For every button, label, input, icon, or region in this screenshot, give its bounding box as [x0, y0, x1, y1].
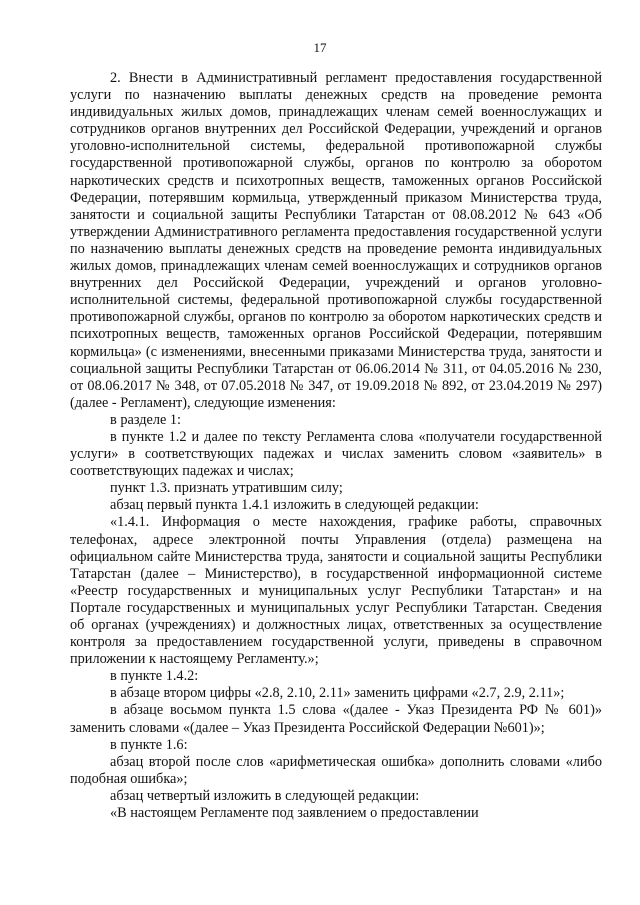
page-number: 17: [313, 40, 327, 55]
paragraph-item-1-4-1-intro: абзац первый пункта 1.4.1 изложить в следующей редакции:: [110, 497, 479, 514]
paragraph-item-1-4-2: в пункте 1.4.2:: [110, 668, 199, 685]
paragraph-item-1-6-new-text: «В настоящем Регламенте под заявлением о предоставлении: [110, 805, 479, 822]
paragraph-item-1-4-1-text: «1.4.1. Информация о месте нахождения, графике работы, справочных телефонах, адресе электронной почты Управления (отдела) размещена на официальном сайте Министерства труда, занятости и социальной защиты Республики Татарстан (далее – Министерство), в государственной информационной системе «Реестр государственных и муниципальных услуг Республики Татарстан» и на Портале государственных и муниципальных услуг Республики Татарстан. Сведения об органах (учреждениях) и должностных лицах, ответственных за осуществление контроля за предоставлением государственной услуги, приведены в справочном приложении к настоящему Регламенту.»;: [70, 514, 602, 668]
paragraph-item-1-3: пункт 1.3. признать утратившим силу;: [110, 480, 343, 497]
paragraph-item-1-4-2-change: в абзаце втором цифры «2.8, 2.10, 2.11» заменить цифрами «2.7, 2.9, 2.11»;: [110, 685, 565, 702]
paragraph-item-1-2: в пункте 1.2 и далее по тексту Регламента слова «получатели государственной услуги» в соответствующих падежах и числах заменить словом «заявитель» в соответствующих падежах и числах;: [70, 428, 602, 480]
paragraph-amendment-intro: 2. Внести в Административный регламент предоставления государственной услуги по назначению выплаты денежных средств на проведение ремонта индивидуальных жилых домов, принадлежащих членам семей военнослужащих и сотрудников органов внутренних дел Российской Федерации, учреждений и органов уголовно-исполнительной системы, федеральной противопожарной службы государственной противопожарной службы, органов по контролю за оборотом наркотических средств и психотропных веществ, таможенных органов Российской Федерации, потерявшим кормильца, утвержденный приказом Министерства труда, занятости и социальной защиты Республики Татарстан от 08.08.2012 № 643 «Об утверждении Административного регламента предоставления государственной услуги по назначению выплаты денежных средств на проведение ремонта индивидуальных жилых домов, принадлежащих членам семей военнослужащих и сотрудников органов внутренних дел Российской Федерации, учреждений и органов уголовно-исполнительной системы, федеральной противопожарной службы государственной противопожарной службы, органов по контролю за оборотом наркотических средств и психотропных веществ, таможенных органов Российской Федерации, потерявшим кормильца» (с изменениями, внесенными приказами Министерства труда, занятости и социальной защиты Республики Татарстан от 06.06.2014 № 311, от 04.05.2016 № 230, от 08.06.2017 № 348, от 07.05.2018 № 347, от 19.09.2018 № 892, от 23.04.2019 № 297) (далее - Регламент), следующие изменения:: [70, 70, 602, 411]
paragraph-item-1-6: в пункте 1.6:: [110, 736, 188, 753]
paragraph-section-1: в разделе 1:: [110, 411, 182, 428]
document-body: [70, 70, 602, 822]
paragraph-item-1-5: в абзаце восьмом пункта 1.5 слова «(далее - Указ Президента РФ № 601)» заменить словами «(далее – Указ Президента Российской Федерации №601)»;: [70, 702, 602, 736]
paragraph-item-1-6-fourth: абзац четвертый изложить в следующей редакции:: [110, 787, 420, 804]
paragraph-item-1-6-second: абзац второй после слов «арифметическая ошибка» дополнить словами «либо подобная ошибка»;: [70, 753, 602, 787]
